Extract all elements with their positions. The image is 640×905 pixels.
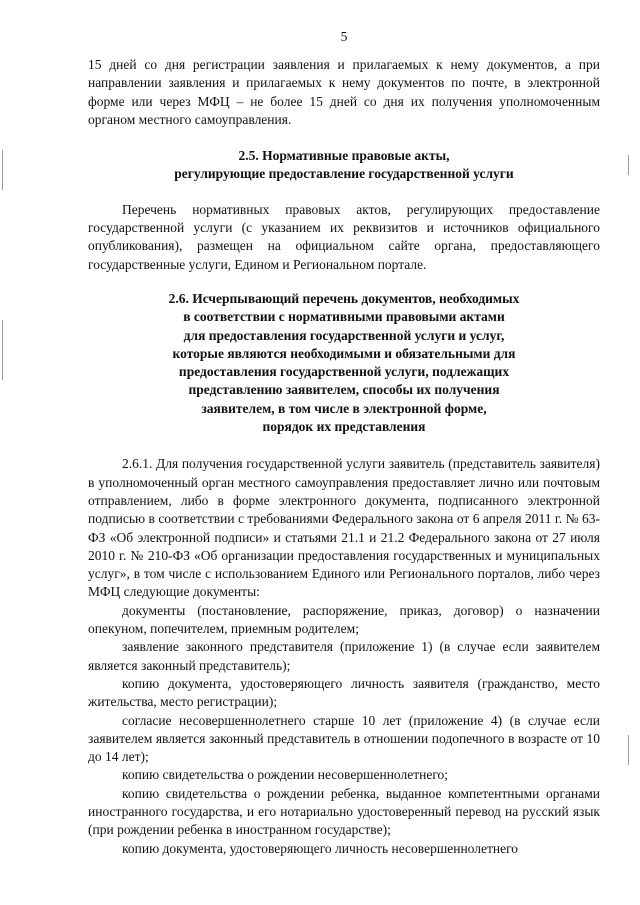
intro-paragraph: 15 дней со дня регистрации заявления и прилагаемых к нему документов, а при направлении заявления и прилагаемых к нему документов по почте, в электронной форме или через МФЦ – не более 15 дней со дня их получения уполномоченным органом местного самоуправления. bbox=[88, 57, 600, 127]
list-item: копию свидетельства о рождении ребенка, выданное компетентными органами иностранного государства, и его нотариально удостоверенный перевод на русский язык (при рождении ребенка в иностранном государстве); bbox=[88, 785, 600, 838]
section-2-5-heading bbox=[88, 147, 600, 184]
section-2-5-text: Перечень нормативных правовых актов, регулирующих предоставление государственной услуги (с указанием их реквизитов и источников официального опубликования), размещен на официальном сайте органа, предоставляющего государственные услуги, Едином и Региональном портале. bbox=[88, 201, 600, 272]
heading-line: в соответствии с нормативными правовыми актами bbox=[183, 309, 505, 325]
scan-margin-mark bbox=[628, 735, 629, 765]
list-item: копию документа, удостоверяющего личность заявителя (гражданство, место жительства, место регистрации); bbox=[88, 675, 600, 710]
list-item: копию документа, удостоверяющего личность несовершеннолетнего bbox=[122, 840, 519, 856]
heading-line: предоставления государственной услуги, подлежащих bbox=[178, 364, 510, 380]
scan-margin-mark bbox=[2, 150, 3, 190]
heading-line: порядок их представления bbox=[262, 419, 426, 435]
scan-margin-mark bbox=[2, 320, 3, 380]
scan-margin-mark bbox=[628, 155, 629, 175]
heading-line: для предоставления государственной услуги и услуг, bbox=[183, 327, 505, 343]
heading-line: которые являются необходимыми и обязательными для bbox=[172, 345, 516, 361]
list-item: копию свидетельства о рождении несовершеннолетнего; bbox=[122, 767, 449, 783]
list-item: документы (постановление, распоряжение, приказ, договор) о назначении опекуном, попечителем, приемным родителем; bbox=[88, 602, 600, 637]
section-2-6-heading bbox=[88, 290, 600, 436]
heading-line: регулирующие предоставление государственной услуги bbox=[174, 166, 514, 182]
document-body bbox=[88, 56, 600, 858]
heading-line: представлению заявителем, способы их получения bbox=[188, 382, 500, 398]
list-item: согласие несовершеннолетнего старше 10 лет (приложение 4) (в случае если заявителем является законный представитель в отношении подопечного в возрасте от 10 до 14 лет); bbox=[88, 712, 600, 765]
heading-line: заявителем, в том числе в электронной форме, bbox=[201, 400, 487, 416]
page-number: 5 bbox=[340, 29, 348, 44]
list-item: заявление законного представителя (приложение 1) (в случае если заявителем является законный представитель); bbox=[88, 639, 600, 673]
paragraph-2-6-1: 2.6.1. Для получения государственной услуги заявитель (представитель заявителя) в уполномоченный орган местного самоуправления предоставляет лично или почтовым отправлением, либо в форме электронного документа, подписанного электронной подписью в соответствии с требованиями Федерального закона от 6 апреля 2011 г. № 63-ФЗ «Об электронной подписи» и статьями 21.1 и 21.2 Федерального закона от 27 июля 2010 г. № 210-ФЗ «Об организации предоставления государственных и муниципальных услуг», в том числе с использованием Единого или Регионального порталов, либо через МФЦ следующие документы: bbox=[88, 456, 600, 600]
heading-line: 2.5. Нормативные правовые акты, bbox=[238, 148, 450, 164]
heading-line: 2.6. Исчерпывающий перечень документов, необходимых bbox=[168, 290, 520, 306]
